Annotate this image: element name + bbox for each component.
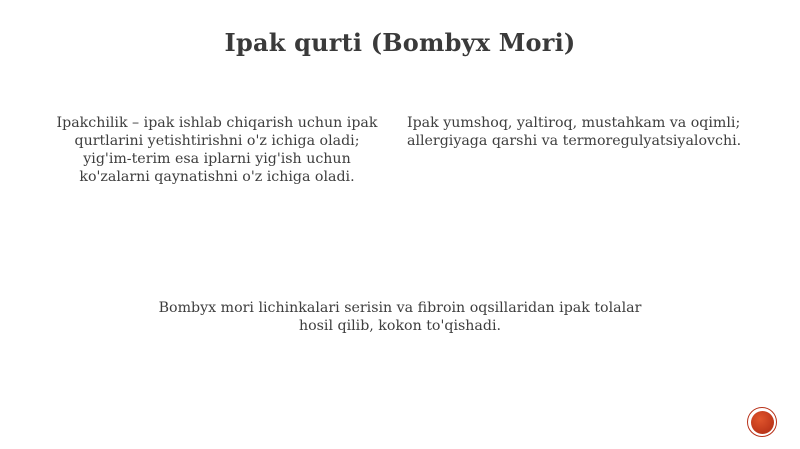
- slide-title: Ipak qurti (Bombyx Mori): [224, 28, 576, 57]
- right-text-block: Ipak yumshoq, yaltiroq, mustahkam va oqimli; allergiyaga qarshi va termoregulyatsiyalovchi.: [407, 115, 742, 149]
- circle-button-fill: [751, 411, 774, 434]
- bottom-text-block: Bombyx mori lichinkalari serisin va fibroin oqsillaridan ipak tolalar hosil qilib, kokon to'qishadi.: [158, 300, 642, 334]
- circle-button-icon[interactable]: [747, 407, 777, 437]
- left-text-block: Ipakchilik – ipak ishlab chiqarish uchun ipak qurtlarini yetishtirishni o'z ichiga oladi; yig'im-terim esa iplarni yig'ish uchun ko'zalarni qaynatishni o'z ichiga oladi.: [56, 115, 378, 185]
